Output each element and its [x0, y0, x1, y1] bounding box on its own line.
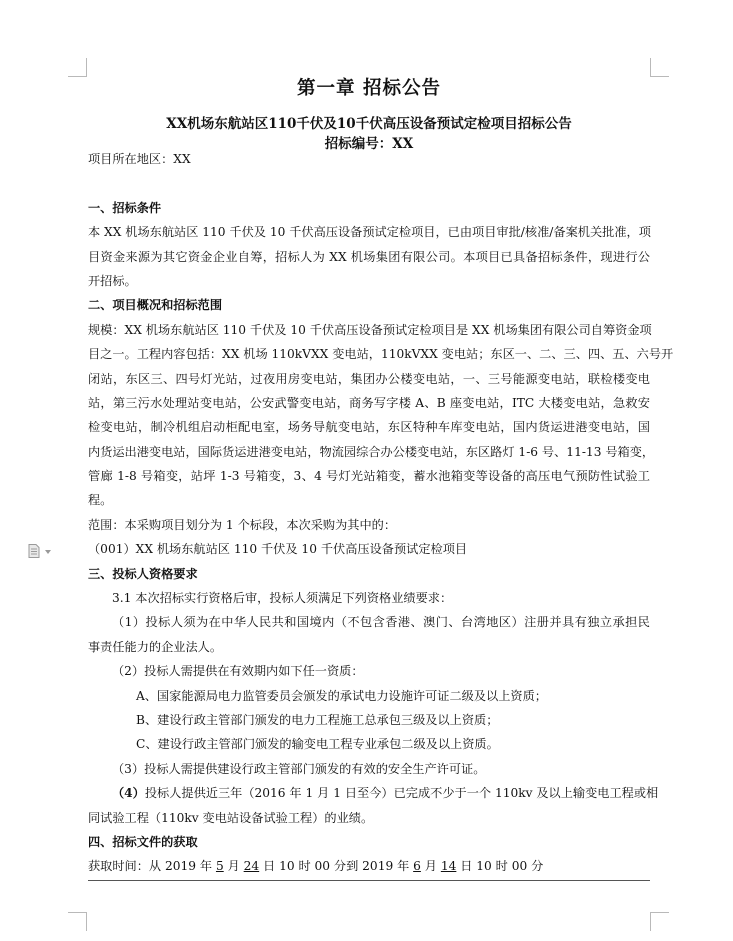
page-bottom-rule	[88, 880, 650, 881]
project-region: 项目所在地区：XX	[88, 152, 191, 166]
requirement-4-text: 投标人提供近三年（2016 年 1 月 1 日至今）已完成不少于一个 110kv 及以上输变电工程或相	[144, 786, 659, 801]
paragraph-line: 管廊 1-8 号箱变，站坪 1-3 号箱变，3、4 号灯光站箱变，蓄水池箱变等设备的高压电气预防性试验工	[88, 469, 650, 484]
announcement-title: XX机场东航站区110千伏及10千伏高压设备预试定检项目招标公告	[166, 116, 572, 132]
end-day: 14	[440, 859, 457, 874]
document-outline-icon[interactable]	[28, 544, 40, 558]
start-month: 5	[215, 859, 224, 874]
requirement-4-number: （4）	[112, 786, 145, 801]
crop-mark-bottom-right	[650, 912, 669, 931]
section-heading: 四、招标文件的获取	[88, 834, 198, 849]
requirement-2: （2）投标人需提供在有效期内如下任一资质：	[112, 664, 364, 679]
crop-mark-top-left	[68, 58, 87, 77]
crop-mark-bottom-left	[68, 912, 87, 931]
start-day: 24	[243, 859, 260, 874]
tender-number: 招标编号：XX	[324, 136, 414, 152]
end-month: 6	[413, 859, 421, 874]
blank-line	[88, 171, 650, 195]
section-heading: 一、招标条件	[88, 200, 162, 215]
time-text: 月	[420, 859, 441, 874]
requirement-2-c: C、建设行政主管部门颁发的输变电工程专业承包二级及以上资质。	[136, 737, 499, 752]
requirement-4-cont: 同试验工程（110kv 变电站设备试验工程）的业绩。	[88, 810, 374, 825]
section-heading: 二、项目概况和招标范围	[88, 298, 223, 313]
paragraph-line: 内货运出港变电站，国际货运进港变电站，物流园综合办公楼变电站，东区路灯 1-6 号、11-13 号箱变，	[88, 444, 655, 459]
document-body	[88, 147, 674, 879]
requirement-4	[88, 781, 659, 805]
lot-line: （001）XX 机场东航站区 110 千伏及 10 千伏高压设备预试定检项目	[88, 542, 468, 557]
requirement-1: （1）投标人须为在中华人民共和国境内（不包含香港、澳门、台湾地区）注册并具有独立承担民	[112, 615, 650, 630]
paragraph-line: 目资金来源为其它资金企业自筹，招标人为 XX 机场集团有限公司。本项目已具备招标条件，现进行公	[88, 249, 650, 264]
qualification-intro: 3.1 本次招标实行资格后审，投标人须满足下列资格业绩要求：	[112, 591, 453, 606]
chapter-title: 第一章 招标公告	[297, 78, 441, 99]
paragraph-line: 检变电站，制冷机组启动柜配电室，场务导航变电站，东区特种车库变电站，国内货运进港变电站，国	[88, 420, 650, 435]
paragraph-line: 目之一。工程内容包括：XX 机场 110kVXX 变电站，110kVXX 变电站；东区一、二、三、四、五、六号开	[88, 347, 674, 362]
paragraph-line: 本 XX 机场东航站区 110 千伏及 10 千伏高压设备预试定检项目，已由项目审批/核准/备案机关批准，项	[88, 225, 651, 240]
section-heading: 三、投标人资格要求	[88, 566, 198, 581]
acquisition-time	[88, 854, 650, 878]
paragraph-line: 开招标。	[88, 273, 137, 288]
time-text: 日 10 时 00 分到 2019 年	[259, 859, 414, 874]
time-text: 获取时间：从 2019 年	[88, 859, 216, 874]
paragraph-line: 规模：XX 机场东航站区 110 千伏及 10 千伏高压设备预试定检项目是 XX 机场集团有限公司自筹资金项	[88, 322, 652, 337]
paragraph-line: 闭站，东区三、四号灯光站，过夜用房变电站，集团办公楼变电站，一、三号能源变电站，联检楼变电	[88, 371, 650, 386]
requirement-3: （3）投标人需提供建设行政主管部门颁发的有效的安全生产许可证。	[112, 761, 486, 776]
time-text: 日 10 时 00 分	[456, 859, 544, 874]
paragraph-line: 程。	[88, 493, 113, 508]
requirement-2-b: B、建设行政主管部门颁发的电力工程施工总承包三级及以上资质；	[136, 712, 499, 727]
requirement-2-a: A、国家能源局电力监管委员会颁发的承试电力设施许可证二级及以上资质；	[136, 688, 547, 703]
paragraph-line: 站，第三污水处理站变电站，公安武警变电站，商务写字楼 A、B 座变电站，ITC 大楼变电站，急救安	[88, 395, 650, 410]
crop-mark-top-right	[650, 58, 669, 77]
chevron-down-icon[interactable]	[45, 550, 51, 554]
time-text: 月	[223, 859, 244, 874]
scope-line: 范围：本采购项目划分为 1 个标段，本次采购为其中的：	[88, 517, 397, 532]
requirement-1-cont: 事责任能力的企业法人。	[88, 639, 223, 654]
